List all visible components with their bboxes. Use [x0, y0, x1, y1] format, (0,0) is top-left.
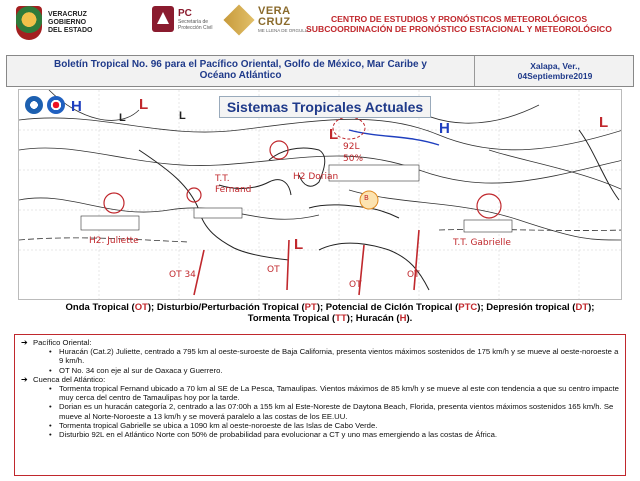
logo-vc-slogan: ME LLENA DE ORGULLO: [258, 28, 311, 33]
label-fernand: Fernand: [215, 185, 252, 195]
low-pressure-icon: L: [294, 236, 304, 253]
disturbance-b-marker: B: [364, 194, 369, 202]
bulletin-title: Boletín Tropical No. 96 para el Pacífico Oriental, Golfo de México, Mar Caribe y Océano Atlántico: [7, 56, 475, 86]
label-ot: OT: [349, 280, 362, 290]
atlantic-list: [49, 384, 619, 439]
high-pressure-icon: H: [439, 120, 450, 137]
legend-ptc: Potencial de Ciclón Tropical (PTC);: [325, 302, 487, 313]
low-pressure-icon: L: [599, 114, 609, 131]
surface-analysis-map: [18, 89, 622, 300]
list-item: • Tormenta tropical Fernand ubicado a 70 km al SE de La Pesca, Tamaulipas. Vientos máximos de 85 km/h y se mueve al este con tendencia a que su centro impacte muy cerca del centro de Tamaulipas hoy por la tarde.: [49, 384, 619, 402]
low-pressure-icon: L: [139, 96, 149, 113]
legend-dt: Depresión tropical (DT);: [486, 302, 595, 313]
atlantic-heading: Cuenca del Atlántico:: [33, 374, 106, 384]
legend-tt: Tormenta Tropical (TT);: [247, 313, 356, 324]
acronym-legend: [50, 302, 610, 324]
legend-ot: Onda Tropical (OT);: [65, 302, 157, 313]
logo-pc-sub1: Secretaría de: [178, 18, 209, 25]
veracruz-shield-icon: [16, 6, 42, 40]
bulletin-place-date: [477, 56, 633, 86]
arrow-icon: ➔: [21, 338, 28, 347]
logo-veracruz-line1: VERACRUZ: [48, 11, 87, 18]
logo-proteccion-civil: [152, 6, 212, 32]
center-title-line2: SUBCOORDINACIÓN DE PRONÓSTICO ESTACIONAL Y METEOROLÓGICO: [306, 24, 612, 34]
pacific-section: [21, 338, 619, 347]
page-header: [0, 0, 640, 52]
low-pressure-icon: L: [179, 110, 186, 122]
logo-vc-line1: VERA: [258, 5, 291, 17]
label-juliette: H2. Juliette: [89, 236, 139, 246]
nws-logo-icon: [47, 96, 65, 114]
label-ot: OT: [267, 265, 280, 275]
label-ot: OT: [407, 270, 420, 280]
bulletin-details: [14, 334, 626, 476]
pacific-heading: Pacífico Oriental:: [33, 338, 92, 347]
label-92l: 92L: [343, 142, 360, 152]
bulletin-place: Xalapa, Ver.,: [530, 61, 580, 71]
proteccion-civil-icon: [152, 6, 174, 32]
map-title: Sistemas Tropicales Actuales: [219, 96, 431, 118]
logo-pc-title: PC: [178, 7, 192, 19]
map-drawing: [19, 90, 622, 300]
list-item: • OT No. 34 con eje al sur de Oaxaca y Guerrero.: [49, 366, 619, 375]
label-dorian: H2 Dorian: [293, 172, 339, 182]
bulletin-bar: [6, 55, 634, 87]
veracruz-diamond-icon: [223, 4, 254, 35]
logo-veracruz: [16, 6, 92, 40]
pacific-list: [49, 347, 619, 375]
list-item: • Huracán (Cat.2) Juliette, centrado a 795 km al oeste-suroeste de Baja California, presenta vientos máximos sostenidos de 175 km/h y se mueve al oeste-noroeste a 9 km/h.: [49, 347, 619, 365]
center-title: [294, 14, 624, 34]
label-ot34: OT 34: [169, 270, 196, 280]
legend-pt: Disturbio/Perturbación Tropical (PT);: [156, 302, 326, 313]
noaa-logo-icon: [25, 96, 43, 114]
low-pressure-icon: L: [119, 112, 126, 124]
list-item: • Tormenta tropical Gabrielle se ubica a 1090 km al oeste-noroeste de las Islas de Cabo Verde.: [49, 421, 619, 430]
logo-veracruz-line3: DEL ESTADO: [48, 27, 93, 34]
logo-pc-sub2: Protección Civil: [178, 24, 213, 31]
high-pressure-icon: H: [71, 98, 82, 115]
list-item: • Dorian es un huracán categoría 2, centrado a las 07:00h a 155 km al Este-Noreste de Daytona Beach, Florida, presenta vientos máximos sostenidos 165 km/h. Se mueve al Norte-Noroeste a 13 km/h y se moverá paralelo a las costas de los EE.UU.: [49, 402, 619, 420]
arrow-icon: ➔: [21, 374, 28, 384]
label-fernand-tt: T.T.: [215, 174, 230, 184]
logo-veracruz-line2: GOBIERNO: [48, 19, 87, 26]
label-92l-probability: 50%: [343, 154, 364, 164]
center-title-line1: CENTRO DE ESTUDIOS Y PRONÓSTICOS METEOROLÓGICOS: [330, 14, 588, 24]
low-pressure-icon: L: [329, 126, 339, 143]
label-gabrielle: T.T. Gabrielle: [453, 238, 511, 248]
bulletin-date: 04Septiembre2019: [517, 71, 593, 81]
legend-h: Huracán (H).: [355, 313, 413, 324]
list-item: • Disturbio 92L en el Atlántico Norte con 50% de probabilidad para evolucionar a CT y uno mas emergiendo a las costas de África.: [49, 430, 619, 439]
atlantic-section: [21, 375, 619, 384]
logo-vc-line2: CRUZ: [258, 16, 291, 28]
